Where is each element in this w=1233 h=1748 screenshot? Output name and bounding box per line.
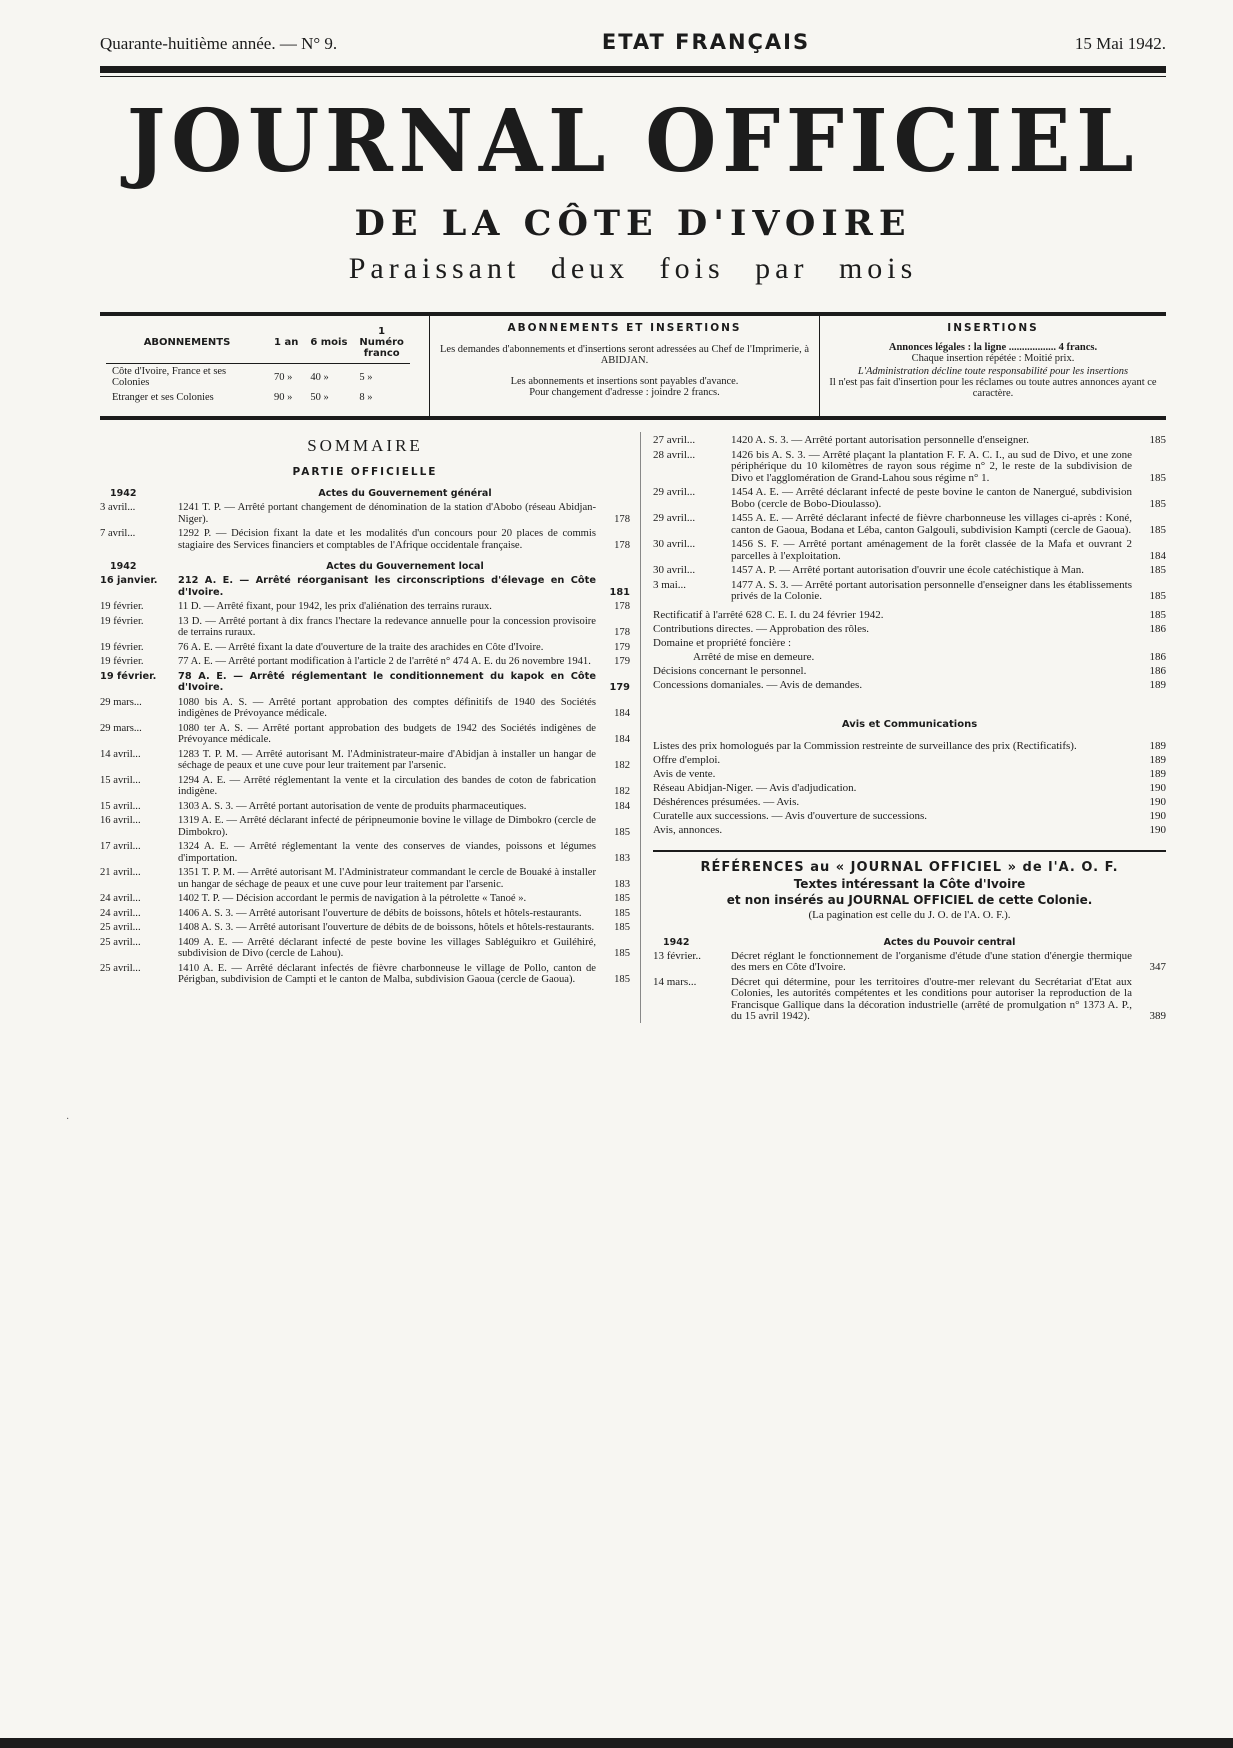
sommaire-entry (100, 937, 630, 960)
sommaire-entry (653, 487, 1166, 510)
avis-entries (653, 740, 1166, 836)
references-subtitle: et non insérés au JOURNAL OFFICIEL de cette Colonie. (726, 892, 1093, 907)
subscription-instructions (430, 316, 820, 416)
entry-text: 1080 ter A. S. — Arrêté portant approbation des budgets de 1942 des Sociétés indigènes de Prévoyance médicale. (178, 722, 596, 745)
entry-page: 185 (614, 826, 630, 838)
entry-date: 14 mars... (653, 975, 697, 988)
misc-entry (653, 623, 1166, 635)
entry-text: 1408 A. S. 3. — Arrêté autorisant l'ouverture de débits de de boissons, hôtels et hôtels-restaurants. (178, 922, 595, 933)
journal-frequency: Paraissant deux fois par mois (348, 252, 918, 285)
entry-date: 19 février. (100, 656, 144, 667)
sommaire-entry (653, 565, 1166, 577)
entry-date: 15 avril... (100, 800, 141, 812)
entry-page: 190 (1149, 795, 1166, 808)
entry-date: 29 mars... (100, 696, 142, 708)
entry-page: 178 (614, 627, 630, 638)
misc-entry (653, 637, 1166, 649)
entry-text: Décret réglant le fonctionnement de l'organisme d'étude d'une station d'énergie thermique des mers en Côte d'Ivoire. (731, 949, 1132, 973)
sommaire-entry (100, 893, 630, 905)
scan-edge-bar (0, 1738, 1233, 1748)
insertions-line: Annonces légales : la ligne .................. 4 francs. (888, 342, 1098, 353)
sommaire-entry (100, 528, 630, 551)
entry-text: 1409 A. E. — Arrêté déclarant infecté de peste bovine les villages Sabléguikro et Guiléhiré, subdivision de Divo (cercle de Lahou). (178, 936, 596, 959)
entry-date: 25 avril... (100, 962, 141, 974)
entry-date: 17 avril... (100, 841, 141, 852)
misc-entry (653, 665, 1166, 677)
entry-text: 1319 A. E. — Arrêté déclarant infecté de péripneumonie bovine le village de Dimbokro (cercle de Dimbokro). (178, 815, 596, 838)
entry-text: 1406 A. S. 3. — Arrêté autorisant l'ouverture de débits de boissons, hôtels et hôtels-restaurants. (178, 907, 582, 919)
entry-date: 15 avril... (100, 774, 141, 786)
entry-date: 25 avril... (100, 936, 141, 948)
insertions-line: Il n'est pas fait d'insertion pour les réclames ou toute autres annonces ayant ce caractère. (829, 377, 1157, 399)
entry-page: 178 (614, 539, 630, 551)
entry-date: 3 avril... (100, 502, 136, 513)
section-heading (653, 937, 1166, 948)
entry-text: 1292 P. — Décision fixant la date et les modalités d'un concours pour 20 places de commis stagiaire des Services financiers et comptables de l'Afrique occidentale française. (178, 528, 596, 551)
entry-date: 19 février. (100, 601, 144, 612)
entry-text: 1410 A. E. — Arrêté déclarant infectés de fièvre charbonneuse le village de Pollo, canton de Périgban, subdivision de Campti et le canton de Malba, subdivision Gaoua (cercle de Gaoua). (178, 962, 596, 985)
right-entries (653, 435, 1166, 603)
misc-entries (653, 609, 1166, 691)
subscription-cell: 90 » (274, 392, 293, 403)
avis-entry (653, 824, 1166, 836)
avis-title: Avis et Communications (841, 718, 978, 730)
reference-entries (653, 951, 1166, 1023)
entry-text: 212 A. E. — Arrêté réorganisant les circonscriptions d'élevage en Côte d'Ivoire. (178, 575, 596, 598)
entry-date: 29 avril... (653, 512, 696, 524)
avis-entry (653, 796, 1166, 808)
entry-text: 1477 A. S. 3. — Arrêté portant autorisation personnelle d'enseigner dans les établissements privés de la Colonie. (731, 578, 1132, 602)
sommaire-entry (100, 775, 630, 798)
sommaire-entry (653, 513, 1166, 536)
entry-page: 185 (1149, 523, 1166, 536)
entry-text: 78 A. E. — Arrêté réglementant le conditionnement du kapok en Côte d'Ivoire. (178, 670, 596, 693)
entry-text: 1294 A. E. — Arrêté réglementant la vente et la circulation des bandes de coton de fabrication indigène. (178, 774, 596, 797)
entry-date: 25 avril... (100, 922, 141, 933)
sommaire-entry (100, 801, 630, 813)
references-title: RÉFÉRENCES au « JOURNAL OFFICIEL » de l'A. O. F. (700, 859, 1119, 875)
entry-date: 13 février.. (653, 949, 701, 962)
entry-page: 185 (1149, 434, 1166, 446)
references-box (653, 850, 1166, 921)
subscription-prices (100, 316, 430, 416)
entry-page: 190 (1149, 809, 1166, 822)
entry-text: Arrêté de mise en demeure. (693, 650, 815, 663)
reference-entry (653, 977, 1166, 1023)
entry-page: 185 (1149, 590, 1166, 602)
entry-page: 178 (614, 513, 630, 525)
subscription-box (100, 312, 1166, 420)
entry-text: Avis de vente. (653, 767, 716, 780)
entry-date: 24 avril... (100, 893, 141, 904)
subscription-cell: Côte d'Ivoire, France et ses Colonies (112, 366, 227, 388)
entry-text: Avis, annonces. (653, 823, 723, 836)
subscription-cell: 50 » (310, 392, 329, 403)
entry-text: Contributions directes. — Approbation des rôles. (653, 622, 869, 635)
misc-entry (653, 679, 1166, 691)
subscription-cell: 5 » (359, 371, 373, 383)
entry-page: 179 (609, 682, 630, 693)
entry-date: 30 avril... (653, 538, 696, 550)
insertions-line: L'Administration décline toute responsabilité pour les insertions (857, 366, 1129, 377)
sommaire-entry (100, 867, 630, 890)
entry-text: 11 D. — Arrêté fixant, pour 1942, les prix d'aliénation des terrains ruraux. (178, 601, 492, 612)
sommaire-entry (653, 580, 1166, 603)
sommaire-entry (653, 539, 1166, 562)
avis-entry (653, 740, 1166, 752)
state-name: ETAT FRANÇAIS (601, 30, 811, 54)
subscription-table (106, 322, 410, 405)
sommaire-entry (100, 922, 630, 934)
header-line (100, 30, 1166, 56)
entry-date: 21 avril... (100, 867, 141, 878)
entry-page: 185 (1149, 471, 1166, 484)
entry-text: Décret qui détermine, pour les territoires d'outre-mer relevant du Secrétariat d'Etat aux Colonies, les autorités compétentes et les conditions pour autoriser la reproduction de la Francisque Gallique dans la décoration industrielle (arrêté de promulgation n° 1373 A. P., du 15 avril 1942). (731, 975, 1132, 1022)
entry-text: Domaine et propriété foncière : (653, 636, 792, 649)
sommaire-entry (100, 841, 630, 864)
entry-date: 16 avril... (100, 815, 141, 826)
entry-page: 190 (1149, 781, 1166, 794)
entry-text: Rectificatif à l'arrêté 628 C. E. I. du 24 février 1942. (653, 608, 884, 621)
journal-title: JOURNAL OFFICIEL (126, 91, 1140, 192)
entry-page: 178 (614, 601, 630, 612)
entry-date: 19 février. (100, 641, 144, 653)
section-entries (100, 502, 630, 551)
entry-text: Curatelle aux successions. — Avis d'ouverture de successions. (653, 809, 927, 822)
entry-page: 189 (1149, 678, 1166, 691)
sommaire-entry (100, 697, 630, 720)
entry-date: 29 avril... (653, 486, 696, 498)
entry-text: 1241 T. P. — Arrêté portant changement de dénomination de la station d'Abobo (réseau Abidjan-Niger). (178, 502, 596, 525)
entry-date: 19 février. (100, 670, 157, 682)
sommaire-entry (100, 749, 630, 772)
entry-page: 179 (614, 656, 630, 667)
entry-text: Concessions domaniales. — Avis de demandes. (653, 678, 863, 691)
entry-text: 1402 T. P. — Décision accordant le permis de navigation à la pétrolette « Tanoé ». (178, 893, 527, 904)
sommaire-column (100, 432, 640, 1023)
issue-number: Quarante-huitième année. — N° 9. (100, 34, 338, 53)
sommaire-entry (100, 502, 630, 525)
entry-page: 185 (614, 948, 630, 959)
entry-page: 186 (1149, 650, 1166, 663)
sommaire-entry (100, 642, 630, 654)
instructions-line: Les demandes d'abonnements et d'insertions seront adressées au Chef de l'Imprimerie, à ABIDJAN. (440, 344, 809, 366)
section-name: Actes du Gouvernement local (326, 561, 484, 572)
entry-text: Décisions concernant le personnel. (653, 664, 807, 677)
insertions-info (820, 316, 1166, 416)
entry-page: 184 (614, 708, 630, 719)
sommaire-entry (653, 450, 1166, 485)
entry-date: 7 avril... (100, 528, 136, 539)
entry-page: 183 (614, 878, 630, 890)
entry-text: 1426 bis A. S. 3. — Arrêté plaçant la plantation F. F. A. C. I., au sud de Divo, et une zone périphérique du 10 kilomètres de rayon sous régime n° 2, le reste de la subdivision de Divo et l'agglomération de Grand-Lahou sous régime n° 1. (731, 448, 1132, 484)
entry-text: 1351 T. P. M. — Arrêté autorisant M. l'Administrateur commandant le cercle de Bouaké à installer un hangar de séchage de peaux et une cuve pour leur traitement par l'arsenic. (178, 867, 596, 890)
section-year: 1942 (110, 561, 137, 572)
entry-text: Listes des prix homologués par la Commission restreinte de surveillance des prix (Rectificatifs). (653, 739, 1077, 752)
sommaire-entry (100, 616, 630, 639)
sommaire-entry (100, 656, 630, 668)
entry-text: 1080 bis A. S. — Arrêté portant approbation des comptes définitifs de 1940 des Sociétés indigènes de Prévoyance médicale. (178, 696, 596, 719)
issue-date: 15 Mai 1942. (1074, 34, 1166, 53)
misc-entry (653, 609, 1166, 621)
entry-date: 14 avril... (100, 748, 141, 760)
instructions-line: Pour changement d'adresse : joindre 2 francs. (529, 387, 720, 398)
entry-text: 1303 A. S. 3. — Arrêté portant autorisation de vente de produits pharmaceutiques. (178, 800, 527, 812)
entry-page: 190 (1149, 823, 1166, 836)
entry-page: 181 (609, 586, 630, 598)
entry-date: 16 janvier. (100, 575, 158, 586)
entry-page: 185 (614, 974, 630, 985)
entry-date: 29 mars... (100, 722, 142, 734)
entry-text: 1457 A. P. — Arrêté portant autorisation d'ouvrir une école catéchistique à Man. (731, 564, 1084, 576)
entry-page: 189 (1149, 767, 1166, 780)
entry-page: 347 (1149, 961, 1166, 973)
entry-page: 185 (614, 922, 630, 933)
section-entries (100, 575, 630, 986)
entry-text: 1455 A. E. — Arrêté déclarant infecté de fièvre charbonneuse les villages ci-après : Koné, canton de Gaoua, Bodana et Léba, canton Galgouli, subdivision Kampti (cercle de Gaoua). (731, 512, 1132, 536)
subscription-header: ABONNEMENTS (106, 322, 268, 364)
entry-page: 182 (614, 786, 630, 797)
instructions-title: ABONNEMENTS ET INSERTIONS (507, 322, 742, 334)
insertions-title: INSERTIONS (947, 322, 1039, 334)
entry-page: 182 (614, 760, 630, 771)
references-note: (La pagination est celle du J. O. de l'A. O. F.). (808, 908, 1011, 921)
entry-page: 186 (1149, 622, 1166, 635)
section-heading (100, 488, 630, 499)
avis-entry (653, 754, 1166, 766)
entry-date: 3 mai... (653, 578, 686, 591)
entry-page: 185 (1149, 564, 1166, 576)
entry-page: 183 (614, 852, 630, 864)
content-columns (100, 432, 1166, 1023)
entry-text: 1454 A. E. — Arrêté déclarant infecté de peste bovine le canton de Nanergué, subdivision Bobo (cercle de Bobo-Dioulasso). (731, 486, 1132, 510)
entry-text: 1324 A. E. — Arrêté réglementant la vente des conserves de viandes, poissons et légumes d'importation. (178, 841, 596, 864)
insertions-line: Chaque insertion répétée : Moitié prix. (911, 353, 1075, 364)
section-year: 1942 (110, 488, 137, 499)
avis-entry (653, 782, 1166, 794)
header-rule (100, 66, 1166, 73)
entry-page: 185 (614, 893, 630, 904)
subscription-header: 1 Numéro franco (353, 322, 409, 364)
sommaire-entry (100, 963, 630, 986)
entry-page: 186 (1149, 664, 1166, 677)
entry-page: 184 (1149, 549, 1166, 562)
instructions-line: Les abonnements et insertions sont payables d'avance. (510, 376, 739, 387)
entry-date: 19 février. (100, 615, 144, 627)
section-name: Actes du Pouvoir central (883, 936, 1016, 948)
subscription-header: 6 mois (304, 322, 353, 364)
journal-subtitle: DE LA CÔTE D'IVOIRE (354, 203, 912, 244)
misc-entry (653, 651, 1166, 663)
references-subtitle: Textes intéressant la Côte d'Ivoire (793, 876, 1026, 891)
sommaire-entry (100, 671, 630, 694)
sommaire-entry (100, 723, 630, 746)
entry-text: 76 A. E. — Arrêté fixant la date d'ouverture de la traite des arachides en Côte d'Ivoire. (178, 641, 544, 653)
entry-text: 1456 S. F. — Arrêté portant aménagement de la forêt classée de la Mafa et ouvrant 2 parcelles à l'exploitation. (731, 538, 1132, 562)
sommaire-entry (100, 575, 630, 598)
subscription-cell: 8 » (359, 392, 373, 403)
entry-text: 77 A. E. — Arrêté portant modification à l'article 2 de l'arrêté n° 474 A. E. du 26 novembre 1941. (178, 656, 591, 667)
journal-page (100, 30, 1166, 1023)
entry-page: 185 (1149, 608, 1166, 621)
entry-text: Déshérences présumées. — Avis. (653, 795, 800, 808)
entry-text: Offre d'emploi. (653, 753, 721, 766)
entry-page: 184 (614, 734, 630, 745)
avis-entry (653, 810, 1166, 822)
entry-page: 185 (614, 907, 630, 919)
entry-page: 179 (614, 641, 630, 653)
entry-date: 27 avril... (653, 434, 696, 446)
sommaire-title: SOMMAIRE (307, 436, 423, 455)
avis-entry (653, 768, 1166, 780)
section-year: 1942 (663, 936, 690, 948)
margin-mark: · (66, 1114, 70, 1125)
masthead (100, 91, 1166, 286)
section-heading (100, 561, 630, 572)
right-column (640, 432, 1166, 1023)
entry-page: 189 (1149, 739, 1166, 752)
subscription-cell: 40 » (310, 371, 329, 383)
subscription-cell: Etranger et ses Colonies (112, 392, 214, 403)
reference-entry (653, 951, 1166, 974)
header-rule-thin (100, 76, 1166, 77)
entry-page: 389 (1149, 1010, 1166, 1022)
sommaire-entry (100, 908, 630, 920)
entry-page: 189 (1149, 753, 1166, 766)
subscription-header: 1 an (268, 322, 304, 364)
entry-date: 30 avril... (653, 564, 696, 576)
entry-date: 28 avril... (653, 448, 696, 461)
sommaire-entry (100, 815, 630, 838)
entry-text: 1283 T. P. M. — Arrêté autorisant M. l'Administrateur-maire d'Abidjan à installer un hangar de séchage de peaux et une cuve pour leur traitement par l'arsenic. (178, 748, 596, 771)
sommaire-entry (653, 435, 1166, 447)
entry-page: 184 (614, 800, 630, 812)
subscription-cell: 70 » (274, 371, 293, 383)
entry-text: Réseau Abidjan-Niger. — Avis d'adjudication. (653, 781, 857, 794)
section-name: Actes du Gouvernement général (318, 488, 492, 499)
partie-title: PARTIE OFFICIELLE (292, 466, 438, 478)
sommaire-entry (100, 601, 630, 613)
entry-text: 1420 A. S. 3. — Arrêté portant autorisation personnelle d'enseigner. (731, 434, 1030, 446)
entry-text: 13 D. — Arrêté portant à dix francs l'hectare la redevance annuelle pour la concession provisoire de terrains ruraux. (178, 615, 596, 638)
entry-page: 185 (1149, 497, 1166, 510)
entry-date: 24 avril... (100, 907, 141, 919)
